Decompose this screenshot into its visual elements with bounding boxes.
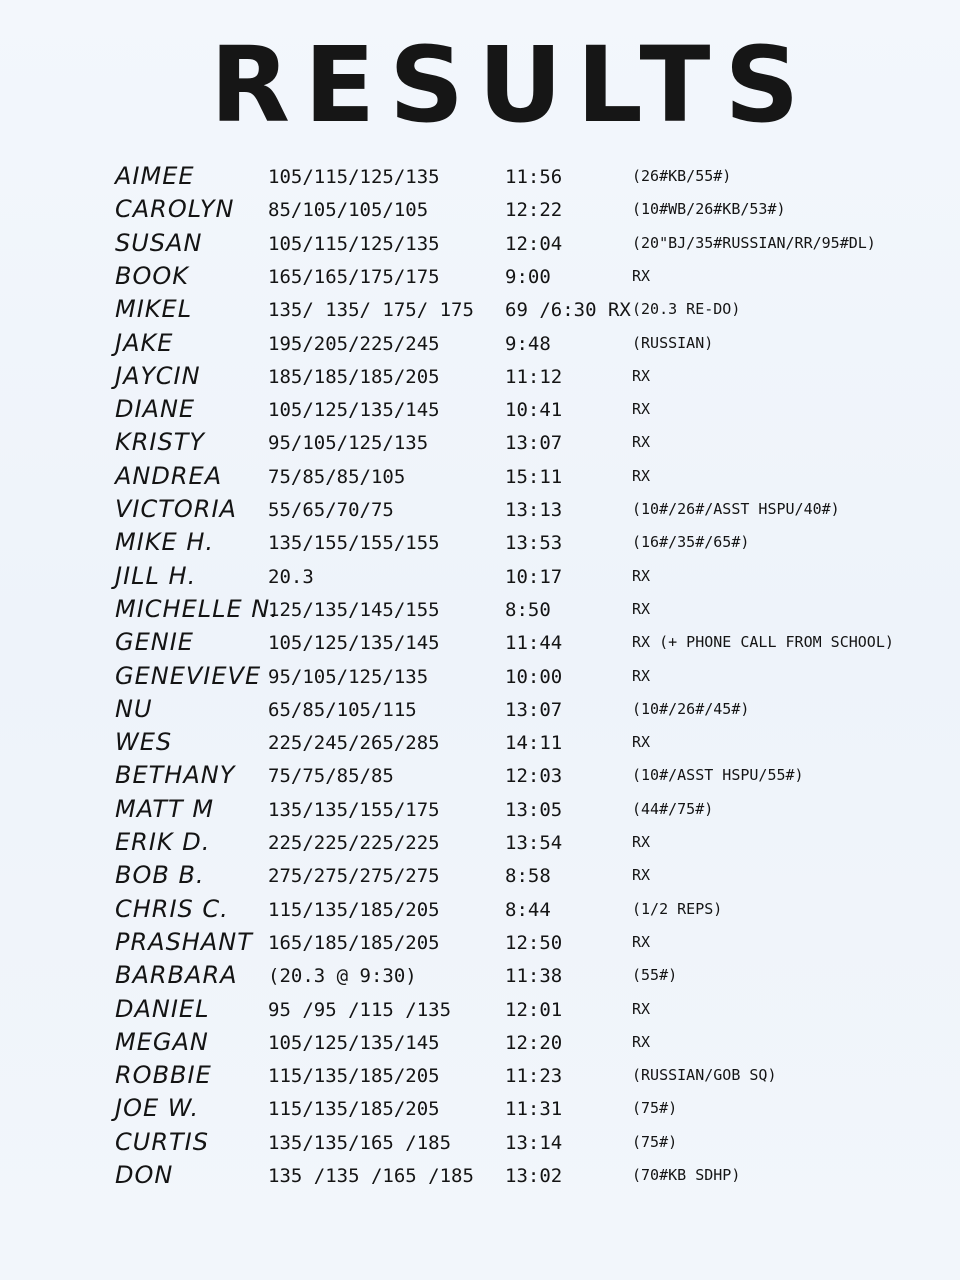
lift-weights: 95/105/125/135 [268,432,429,455]
finish-time: 13:05 [505,798,563,821]
scaling-note: (10#WB/26#KB/53#) [632,200,786,219]
athlete-name: VICTORIA [115,495,237,523]
scaling-note: (10#/ASST HSPU/55#) [632,766,804,785]
lift-weights: 75/85/85/105 [268,465,406,488]
result-row [0,327,960,359]
result-row [0,993,960,1025]
athlete-name: ANDREA [115,461,223,490]
finish-time: 69 /6:30 RX [505,299,631,322]
lift-weights: 105/125/135/145 [268,399,440,422]
finish-time: 11:31 [505,1098,563,1121]
lift-weights: 105/125/135/145 [268,1031,440,1054]
scaling-note: (55#) [632,966,678,985]
athlete-name: CHRIS C. [115,894,229,923]
finish-time: 10:17 [505,565,563,588]
result-row [0,1092,960,1124]
scaling-note: (RUSSIAN/GOB SQ) [632,1066,777,1085]
finish-time: 13:07 [505,432,563,455]
lift-weights: (20.3 @ 9:30) [268,965,417,988]
scaling-note: (75#) [632,1099,678,1118]
scaling-note: (16#/35#/65#) [632,533,750,552]
lift-weights: 135/155/155/155 [268,532,440,555]
result-row [0,227,960,259]
athlete-name: MEGAN [115,1027,209,1056]
athlete-name: BOOK [115,261,189,290]
finish-time: 13:13 [505,499,563,521]
finish-time: 9:48 [505,332,551,355]
finish-time: 11:38 [505,965,563,988]
lift-weights: 225/225/225/225 [268,832,440,854]
finish-time: 10:41 [505,399,563,422]
finish-time: 12:01 [505,998,563,1021]
athlete-name: DANIEL [115,994,210,1023]
result-row [0,460,960,492]
athlete-name: ERIK D. [115,828,211,856]
scaling-note: RX [632,433,651,452]
athlete-name: SUSAN [115,228,203,257]
athlete-name: BOB B. [115,861,205,890]
result-row [0,526,960,558]
athlete-name: NU [115,694,153,723]
scaling-note: RX [632,932,651,951]
scaling-note: RX [632,999,651,1018]
finish-time: 9:00 [505,265,551,288]
result-row [0,726,960,758]
result-row [0,759,960,791]
result-row [0,1026,960,1058]
result-row [0,593,960,625]
lift-weights: 135 /135 /165 /185 [268,1165,474,1187]
finish-time: 15:11 [505,465,563,488]
athlete-name: JOE W. [115,1094,200,1123]
result-row [0,360,960,392]
lift-weights: 20.3 [268,565,314,588]
lift-weights: 135/135/165 /185 [268,1131,452,1154]
result-row [0,193,960,225]
athlete-name: CURTIS [115,1127,209,1156]
lift-weights: 165/165/175/175 [268,265,440,288]
scaling-note: RX [632,400,651,419]
scaling-note: (10#/26#/45#) [632,699,750,718]
lift-weights: 195/205/225/245 [268,332,440,355]
lift-weights: 95/105/125/135 [268,665,429,688]
result-row [0,1159,960,1191]
lift-weights: 125/135/145/155 [268,598,440,621]
scaling-note: (20"BJ/35#RUSSIAN/RR/95#DL) [632,233,876,252]
result-row [0,626,960,658]
scaling-note: RX (+ PHONE CALL FROM SCHOOL) [632,633,894,652]
result-row [0,859,960,891]
athlete-name: AIMEE [115,162,195,190]
athlete-name: CAROLYN [115,195,235,224]
athlete-name: JAKE [115,328,174,357]
finish-time: 11:44 [505,632,563,655]
athlete-name: MICHELLE N. [115,594,279,623]
athlete-name: MATT M [115,794,215,823]
scaling-note: RX [632,1032,651,1051]
finish-time: 13:02 [505,1165,563,1187]
finish-time: 8:58 [505,865,551,888]
athlete-name: GENIE [115,628,194,657]
finish-time: 12:04 [505,232,563,255]
athlete-name: WES [115,728,173,757]
athlete-name: JILL H. [115,561,197,590]
result-row [0,493,960,525]
scaling-note: RX [632,866,651,885]
scaling-note: RX [632,733,651,752]
result-row [0,260,960,292]
scaling-note: RX [632,599,651,618]
lift-weights: 115/135/185/205 [268,1098,440,1121]
finish-time: 13:14 [505,1131,563,1154]
scaling-note: (1/2 REPS) [632,899,723,918]
lift-weights: 105/115/125/135 [268,166,440,188]
result-row [0,393,960,425]
athlete-name: PRASHANT [115,927,253,956]
lift-weights: 185/185/185/205 [268,365,440,388]
finish-time: 12:50 [505,931,563,954]
lift-weights: 165/185/185/205 [268,931,440,954]
finish-time: 11:56 [505,166,563,188]
finish-time: 12:03 [505,765,563,788]
finish-time: 13:53 [505,532,563,555]
lift-weights: 75/75/85/85 [268,765,394,788]
athlete-name: DON [115,1161,174,1189]
result-row [0,926,960,958]
scaling-note: RX [632,833,651,851]
lift-weights: 105/115/125/135 [268,232,440,255]
scaling-note: RX [632,566,651,585]
finish-time: 13:54 [505,832,563,854]
board-title: RESULTS [210,24,814,146]
athlete-name: DIANE [115,395,196,424]
finish-time: 11:23 [505,1065,563,1088]
athlete-name: ROBBIE [115,1061,212,1090]
finish-time: 12:20 [505,1031,563,1054]
scaling-note: (75#) [632,1132,678,1151]
lift-weights: 105/125/135/145 [268,632,440,655]
lift-weights: 275/275/275/275 [268,865,440,888]
scaling-note: (10#/26#/ASST HSPU/40#) [632,500,840,518]
athlete-name: MIKE H. [115,528,214,557]
scaling-note: (70#KB SDHP) [632,1166,741,1184]
scaling-note: (RUSSIAN) [632,333,714,352]
athlete-name: MIKEL [115,295,193,324]
result-row [0,660,960,692]
result-row [0,1126,960,1158]
result-row [0,293,960,325]
lift-weights: 135/135/155/175 [268,798,440,821]
result-row [0,160,960,192]
lift-weights: 115/135/185/205 [268,898,440,921]
result-row [0,793,960,825]
result-row [0,826,960,858]
lift-weights: 115/135/185/205 [268,1065,440,1088]
scaling-note: (26#KB/55#) [632,167,732,185]
athlete-name: JAYCIN [115,361,201,390]
athlete-name: KRISTY [115,428,206,457]
finish-time: 8:50 [505,598,551,621]
result-row [0,893,960,925]
result-row [0,426,960,458]
scaling-note: RX [632,666,651,685]
scaling-note: RX [632,266,651,285]
scaling-note: (44#/75#) [632,799,714,818]
result-row [0,1059,960,1091]
lift-weights: 135/ 135/ 175/ 175 [268,299,474,322]
finish-time: 8:44 [505,898,551,921]
athlete-name: BARBARA [115,961,238,990]
finish-time: 14:11 [505,732,563,755]
finish-time: 12:22 [505,199,563,222]
scaling-note: (20.3 RE-DO) [632,300,741,319]
result-row [0,693,960,725]
scaling-note: RX [632,366,651,385]
lift-weights: 225/245/265/285 [268,732,440,755]
result-row [0,959,960,991]
athlete-name: BETHANY [115,761,236,790]
finish-time: 11:12 [505,365,563,388]
lift-weights: 65/85/105/115 [268,698,417,721]
lift-weights: 55/65/70/75 [268,499,394,521]
finish-time: 10:00 [505,665,563,688]
athlete-name: GENEVIEVE [115,661,262,690]
lift-weights: 85/105/105/105 [268,199,429,222]
result-row [0,560,960,592]
lift-weights: 95 /95 /115 /135 [268,998,452,1021]
finish-time: 13:07 [505,698,563,721]
scaling-note: RX [632,466,651,485]
